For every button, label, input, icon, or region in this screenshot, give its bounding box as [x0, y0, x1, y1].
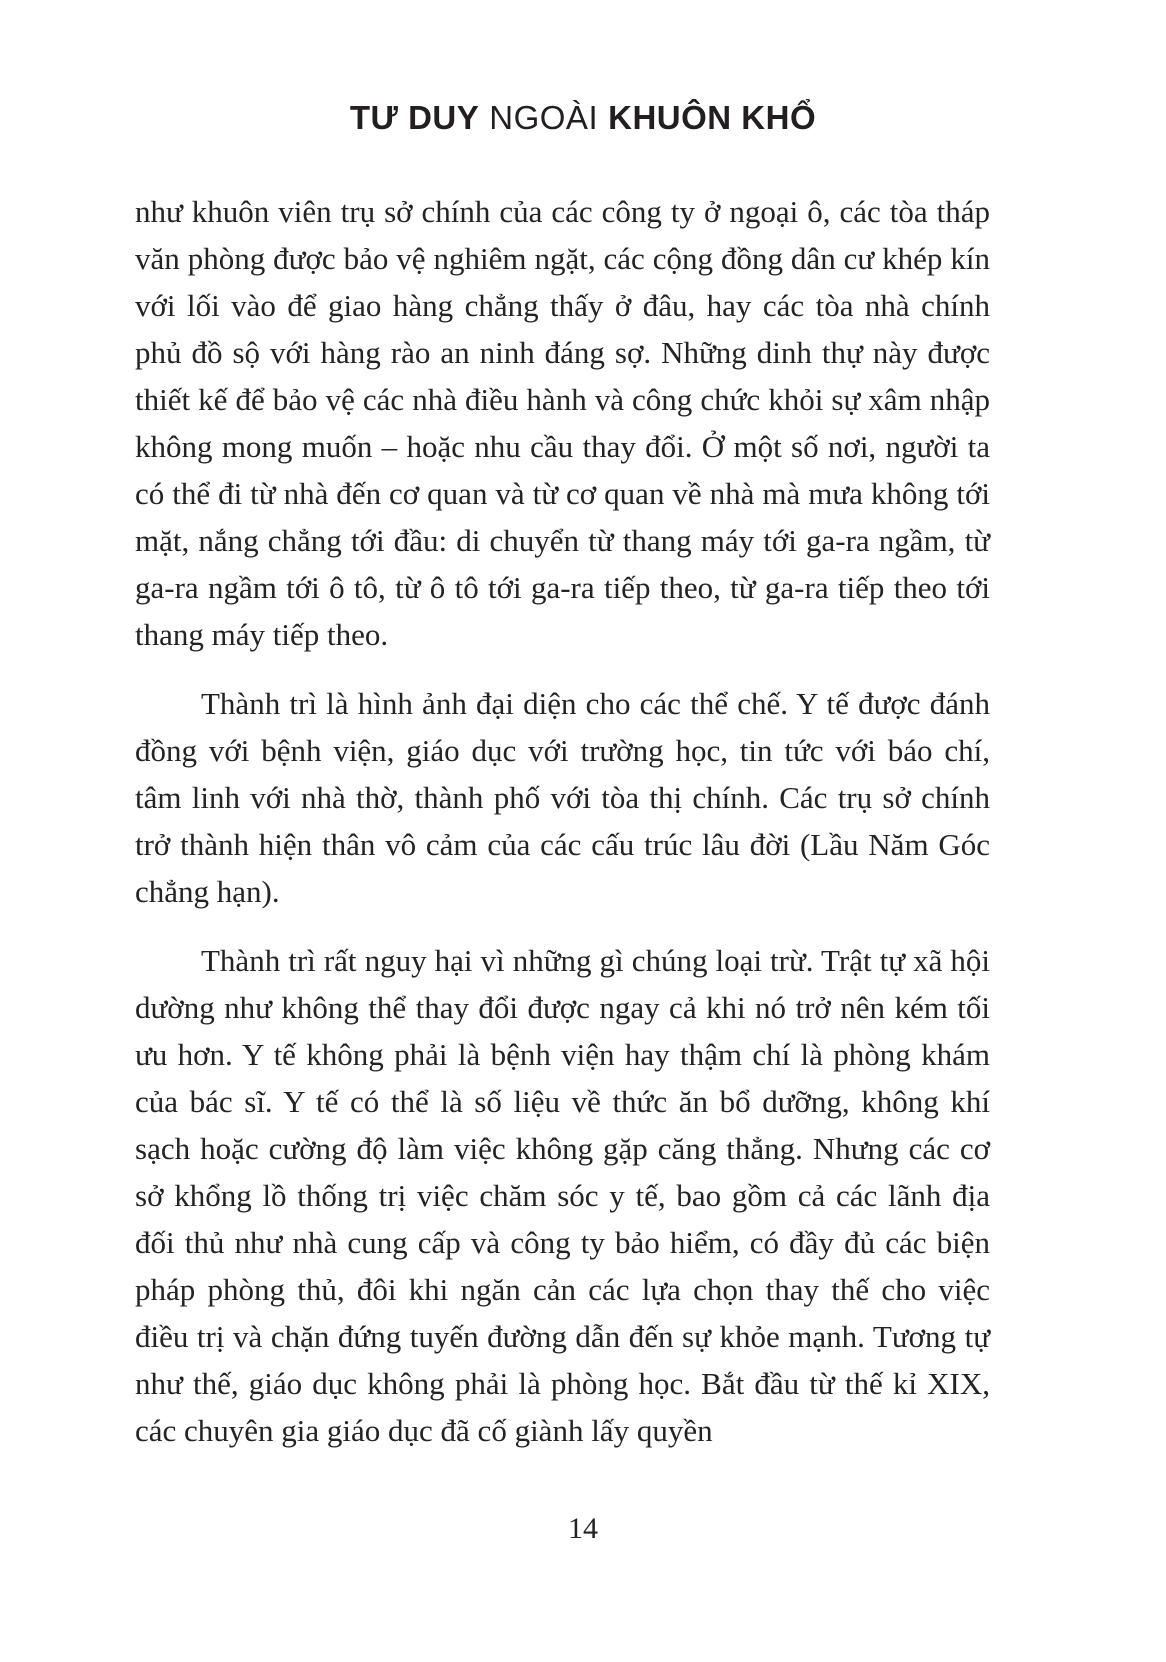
page-footer [0, 1512, 1166, 1546]
running-head-title-bold-2: KHUÔN KHỔ [608, 99, 817, 136]
paragraph-3: Thành trì rất nguy hại vì những gì chúng loại trừ. Trật tự xã hội dường như không thể thay đổi được ngay cả khi nó trở nên kém tối ưu hơn. Y tế không phải là bệnh viện hay thậm chí là phòng khám của bác sĩ. Y tế có thể là số liệu về thức ăn bổ dưỡng, không khí sạch hoặc cường độ làm việc không gặp căng thẳng. Nhưng các cơ sở khổng lồ thống trị việc chăm sóc y tế, bao gồm cả các lãnh địa đối thủ như nhà cung cấp và công ty bảo hiểm, có đầy đủ các biện pháp phòng thủ, đôi khi ngăn cản các lựa chọn thay thế cho việc điều trị và chặn đứng tuyến đường dẫn đến sự khỏe mạnh. Tương tự như thế, giáo dục không phải là phòng học. Bắt đầu từ thế kỉ XIX, các chuyên gia giáo dục đã cố giành lấy quyền [135, 943, 990, 1449]
page-number: 14 [568, 1512, 598, 1545]
running-head-title-regular: NGOÀI [489, 99, 599, 136]
page-body [135, 188, 990, 1454]
running-head-title-bold-1: TƯ DUY [349, 99, 480, 136]
paragraph-2: Thành trì là hình ảnh đại diện cho các thể chế. Y tế được đánh đồng với bệnh viện, giáo dục với trường học, tin tức với báo chí, tâm linh với nhà thờ, thành phố với tòa thị chính. Các trụ sở chính trở thành hiện thân vô cảm của các cấu trúc lâu đời (Lầu Năm Góc chẳng hạn). [135, 686, 990, 910]
running-head [0, 0, 1166, 136]
paragraph-1: như khuôn viên trụ sở chính của các công ty ở ngoại ô, các tòa tháp văn phòng được bảo vệ nghiêm ngặt, các cộng đồng dân cư khép kín với lối vào để giao hàng chẳng thấy ở đâu, hay các tòa nhà chính phủ đồ sộ với hàng rào an ninh đáng sợ. Những dinh thự này được thiết kế để bảo vệ các nhà điều hành và công chức khỏi sự xâm nhập không mong muốn – hoặc nhu cầu thay đổi. Ở một số nơi, người ta có thể đi từ nhà đến cơ quan và từ cơ quan về nhà mà mưa không tới mặt, nắng chẳng tới đầu: di chuyển từ thang máy tới ga-ra ngầm, từ ga-ra ngầm tới ô tô, từ ô tô tới ga-ra tiếp theo, từ ga-ra tiếp theo tới thang máy tiếp theo. [135, 194, 990, 653]
